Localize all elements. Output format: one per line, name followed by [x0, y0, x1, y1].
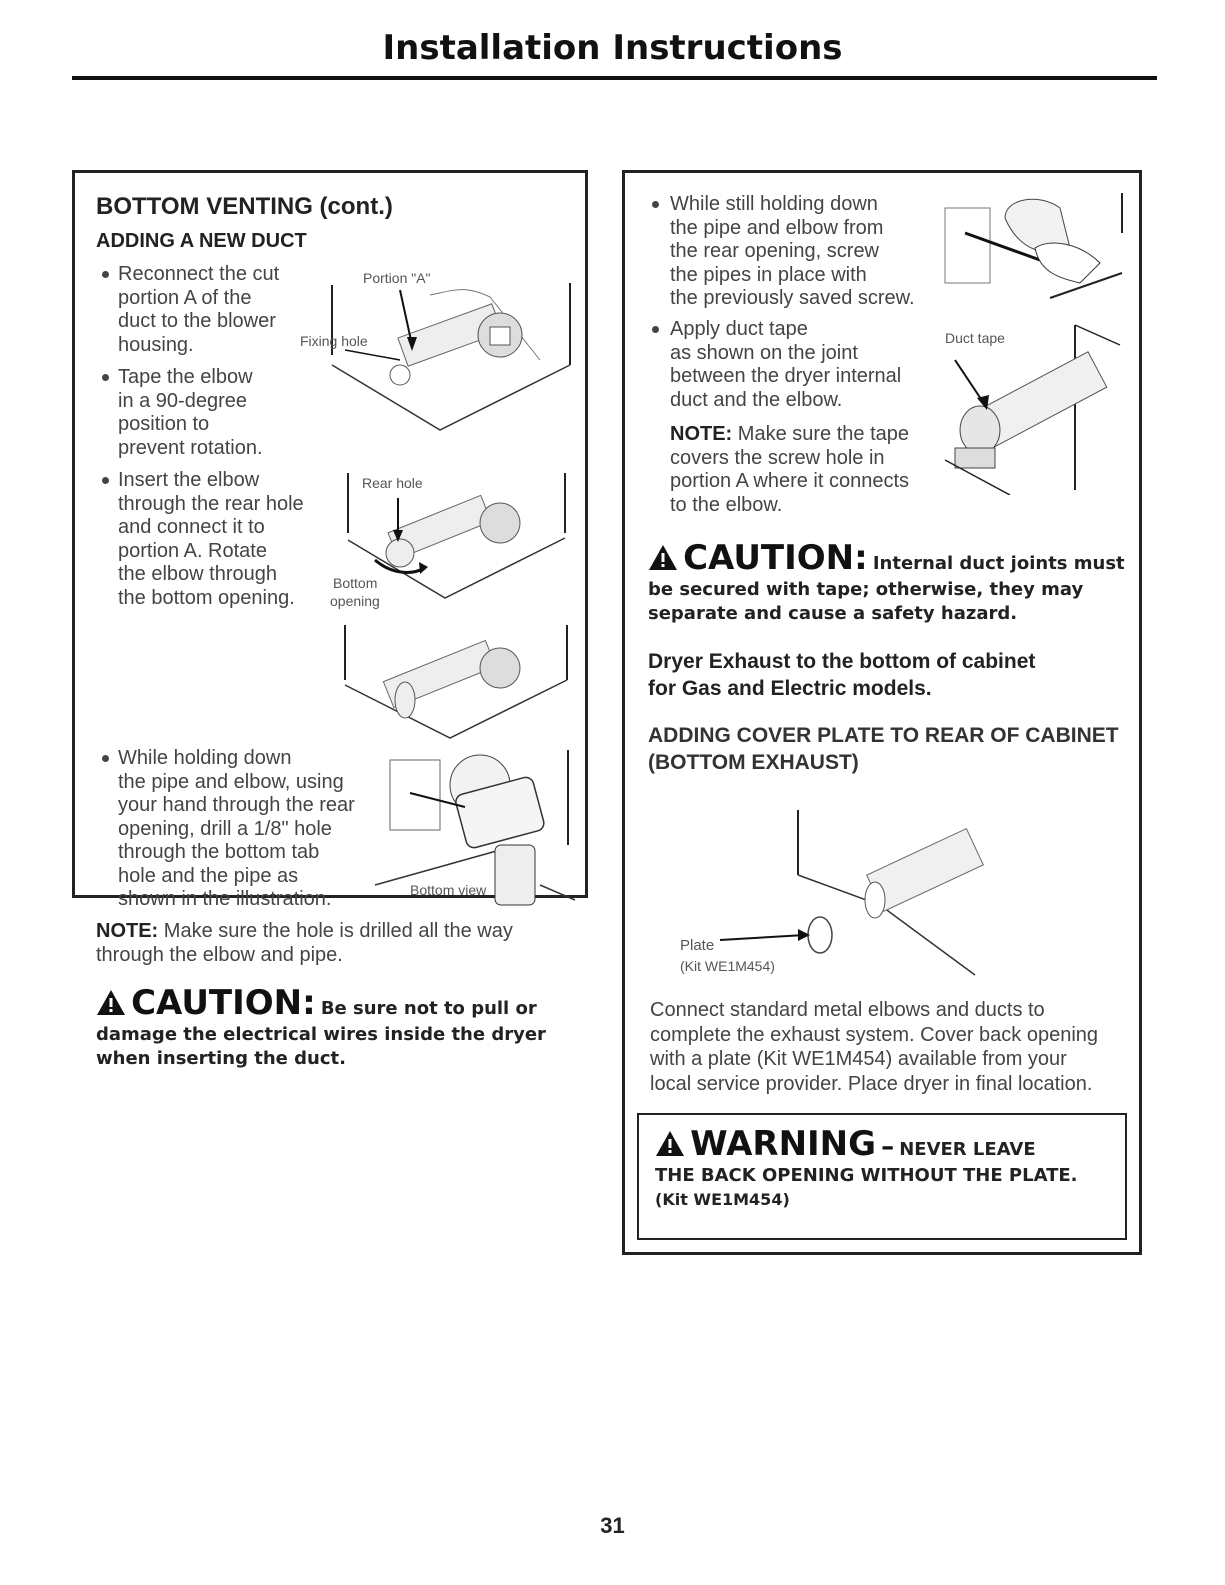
step-reconnect: Reconnect the cut portion A of the duct to the blower housing. — [118, 263, 280, 356]
label-opening: opening — [330, 593, 380, 609]
drill-note: NOTE: Make sure the hole is drilled all the way through the elbow and pipe. — [96, 920, 513, 966]
illustration-cover-plate — [680, 805, 1000, 980]
label-fixing-hole: Fixing hole — [300, 333, 368, 349]
warning-triangle-icon — [648, 543, 678, 571]
right-caution: CAUTION: Internal duct joints must be secured with tape; otherwise, they may separate and cause a safety hazard. — [648, 538, 1125, 624]
title-rule — [72, 76, 1157, 80]
illustration-reconnect-duct — [290, 265, 580, 435]
bullet-dot — [652, 326, 659, 333]
warning-callout: WARNING – NEVER LEAVE THE BACK OPENING WITHOUT THE PLATE. (Kit WE1M454) — [655, 1124, 1078, 1209]
label-portion-a: Portion "A" — [363, 270, 431, 286]
step-drill-hole: While holding down the pipe and elbow, using your hand through the rear opening, drill a 1/8" hole through the bottom tab hole and the pipe as shown in the illustration. — [118, 747, 355, 910]
bullet-dot — [102, 755, 109, 762]
page-number: 31 — [600, 1513, 625, 1538]
tape-note: NOTE: Make sure the tape covers the screw hole in portion A where it connects to the elbow. — [670, 423, 910, 516]
label-kit: (Kit WE1M454) — [680, 958, 775, 974]
left-caution: CAUTION: Be sure not to pull or damage the electrical wires inside the dryer when inserting the duct. — [96, 983, 546, 1069]
bullet-dot — [102, 271, 109, 278]
page-title: Installation Instructions — [382, 28, 843, 68]
cover-plate-heading: ADDING COVER PLATE TO REAR OF CABINET (BOTTOM EXHAUST) — [648, 724, 1119, 774]
step-screw-pipes: While still holding down the pipe and elbow from the rear opening, screw the pipes in place with the previously saved screw. — [670, 193, 915, 309]
illustration-duct-tape — [925, 320, 1130, 495]
section-title: BOTTOM VENTING (cont.) — [96, 193, 393, 220]
connect-paragraph: Connect standard metal elbows and ducts to complete the exhaust system. Cover back opening with a plate (Kit WE1M454) available from your local service provider. Place dryer in final location. — [650, 999, 1099, 1095]
label-bottom: Bottom — [333, 575, 378, 591]
step-tape-elbow: Tape the elbow in a 90-degree position to prevent rotation. — [118, 366, 263, 459]
warning-triangle-icon — [96, 988, 126, 1016]
label-plate: Plate — [680, 937, 715, 954]
label-rear-hole: Rear hole — [362, 475, 423, 491]
bullet-dot — [102, 374, 109, 381]
subsection-title: ADDING A NEW DUCT — [96, 230, 307, 252]
label-bottom-view: Bottom view — [410, 882, 487, 898]
exhaust-heading: Dryer Exhaust to the bottom of cabinet for Gas and Electric models. — [648, 650, 1036, 700]
illustration-elbow-rotated — [330, 620, 580, 740]
step-insert-elbow: Insert the elbow through the rear hole and connect it to portion A. Rotate the elbow through the bottom opening. — [118, 469, 304, 609]
bullet-dot — [652, 201, 659, 208]
bullet-dot — [102, 477, 109, 484]
warning-triangle-icon — [655, 1129, 685, 1157]
illustration-screwdriver — [930, 188, 1130, 303]
label-duct-tape: Duct tape — [945, 330, 1005, 346]
step-apply-tape: Apply duct tape as shown on the joint between the dryer internal duct and the elbow. — [670, 318, 902, 411]
